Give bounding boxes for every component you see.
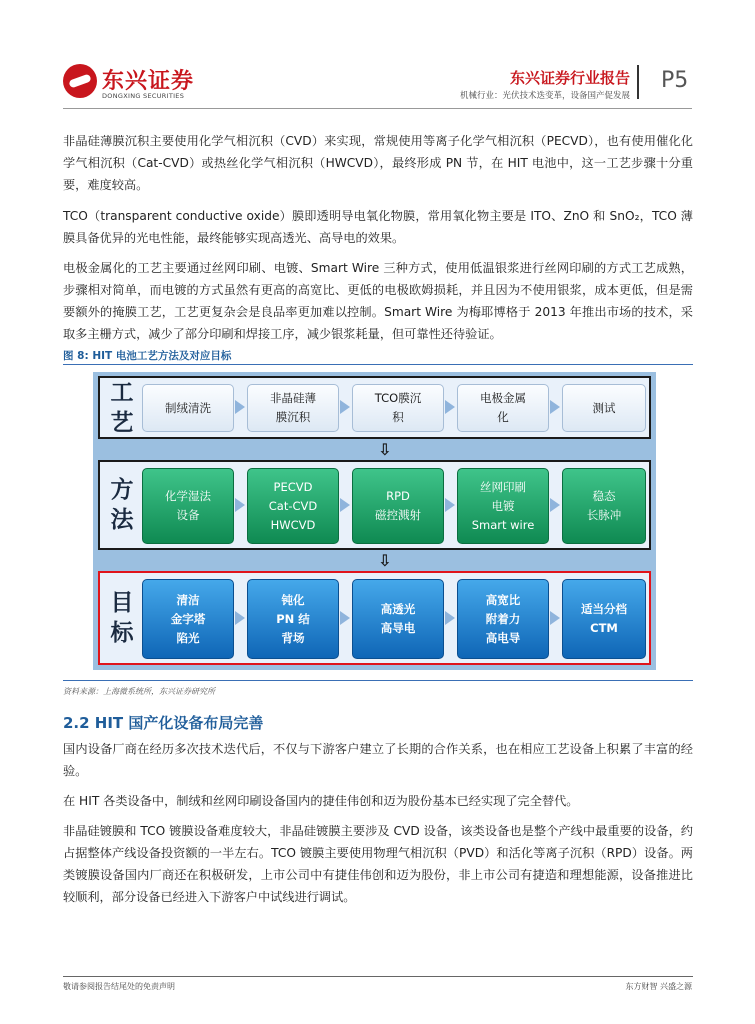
- box-line: RPD: [386, 489, 410, 503]
- row-label-char: 法: [110, 507, 134, 533]
- row-label-process: [104, 378, 140, 437]
- right-arrow-icon: [550, 498, 560, 512]
- row-label-char: 工: [110, 379, 134, 406]
- row-label-target: [104, 573, 140, 663]
- method-box: [562, 468, 646, 544]
- box-line: 非晶硅薄: [270, 391, 316, 405]
- box-line: 稳态: [592, 489, 616, 503]
- box-line: 高透光: [380, 602, 416, 616]
- box-line: 电镀: [491, 498, 515, 513]
- page-number: P5: [661, 68, 689, 93]
- down-arrow-icon: ⇩: [378, 551, 392, 570]
- method-box: [142, 468, 234, 544]
- header-rule: [63, 108, 692, 109]
- box-line: 膜沉积: [275, 410, 311, 424]
- box-line: HWCVD: [270, 517, 316, 532]
- box-line: 高电导: [485, 630, 521, 645]
- box-line: Smart wire: [471, 517, 535, 532]
- box-line: 高导电: [380, 621, 416, 635]
- section-title: 2.2 HIT 国产化设备布局完善: [63, 714, 264, 732]
- figure-title-rule: [63, 364, 693, 365]
- paragraph-tco: TCO（transparent conductive oxide）膜即透明导电氧化物膜，常用氧化物主要是 ITO、ZnO 和 SnO₂，TCO 薄膜具备优异的光电性能，最终能够实现高透光、高导电的效果。: [63, 209, 693, 245]
- right-arrow-icon: [445, 400, 455, 414]
- logo-english-text: DONGXING SECURITIES: [102, 92, 185, 100]
- box-line: 高宽比: [485, 592, 521, 607]
- right-arrow-icon: [550, 611, 560, 625]
- company-logo-icon: [63, 64, 97, 98]
- box-line: 电极金属: [480, 391, 526, 405]
- right-arrow-icon: [550, 400, 560, 414]
- box-line: CTM: [590, 621, 618, 635]
- box-line: 金字塔: [170, 611, 206, 626]
- right-arrow-icon: [445, 498, 455, 512]
- box-line: 化学湿法: [165, 489, 211, 503]
- box-line: 测试: [592, 400, 616, 415]
- process-box: [352, 384, 444, 432]
- box-line: PN 结: [276, 611, 310, 626]
- paragraph-cvd: 非晶硅薄膜沉积主要使用化学气相沉积（CVD）来实现，常规使用等离子化学气相沉积（PECVD），也有使用催化化学气相沉积（Cat-CVD）或热丝化学气相沉积（HWCVD），最终形成 PN 节，在 HIT 电池中，这一工艺步骤十分重要，难度较高。: [63, 134, 693, 192]
- target-box: [247, 579, 339, 659]
- paragraph-coating: 非晶硅镀膜和 TCO 镀膜设备难度较大，非晶硅镀膜主要涉及 CVD 设备，该类设备也是整个产线中最重要的设备，约占据整体产线设备投资额的一半左右。TCO 镀膜主要使用物理气相沉积（PVD）和活化等离子沉积（RPD）设备。两类镀膜设备国内厂商还在积极研发，上市公司中有捷佳伟创和迈为股份，非上市公司有捷造和理想能源，设备推进比较顺利，部分设备已经进入下游客户中试线进行调试。: [63, 824, 693, 904]
- report-subtitle: 机械行业：光伏技术迭变革，设备国产促发展: [459, 91, 630, 101]
- right-arrow-icon: [445, 611, 455, 625]
- box-line: 积: [392, 410, 404, 424]
- target-box: [562, 579, 646, 659]
- box-line: 磁控溅射: [375, 508, 421, 522]
- report-title: 东兴证券行业报告: [509, 69, 630, 87]
- footer-rule: [63, 976, 693, 977]
- box-line: 钝化: [281, 592, 305, 607]
- process-box: [142, 384, 234, 432]
- box-line: 长脉冲: [586, 508, 622, 522]
- right-arrow-icon: [340, 498, 350, 512]
- right-arrow-icon: [235, 498, 245, 512]
- process-band: [98, 376, 651, 439]
- right-arrow-icon: [235, 400, 245, 414]
- paragraph-domestic: 国内设备厂商在经历多次技术迭代后，不仅与下游客户建立了长期的合作关系，也在相应工艺设备上积累了丰富的经验。: [63, 742, 693, 778]
- down-arrow-icon: ⇩: [378, 440, 392, 459]
- logo-text: 东兴证券: [102, 69, 195, 94]
- box-line: TCO膜沉: [374, 391, 422, 405]
- row-label-char: 目: [110, 590, 134, 616]
- process-figure: [93, 372, 656, 670]
- paragraph-metallization: 电极金属化的工艺主要通过丝网印刷、电镀、Smart Wire 三种方式，使用低温银浆进行丝网印刷的方式工艺成熟，步骤相对简单，而电镀的方式虽然有更高的高宽比、更低的电极欧姆损耗，并且因为不使用银浆，成本更低，但是需要额外的掩膜工艺，工艺更复杂会是良品率更加难以控制。Smart Wire 为梅耶博格于 2013 年推出市场的技术，采取多主栅方式，减少了部分印刷和焊接工序，减少银浆耗量，但可靠性还待验证。: [63, 261, 693, 341]
- right-arrow-icon: [340, 400, 350, 414]
- box-line: 化: [497, 410, 509, 424]
- method-box: [352, 468, 444, 544]
- process-box: [457, 384, 549, 432]
- target-box: [352, 579, 444, 659]
- header-divider: [637, 65, 639, 99]
- figure-title: 图 8: HIT 电池工艺方法及对应目标: [63, 350, 232, 362]
- row-label-char: 方: [110, 477, 134, 503]
- process-box: [247, 384, 339, 432]
- target-band: [98, 571, 651, 665]
- source-rule: [63, 680, 693, 681]
- target-box: [457, 579, 549, 659]
- row-label-char: 标: [110, 620, 134, 646]
- footer-disclaimer: 敬请参阅报告结尾处的免责声明: [63, 982, 175, 991]
- box-line: 适当分档: [581, 602, 627, 616]
- box-line: PECVD: [273, 479, 313, 494]
- row-label-method: [104, 462, 140, 548]
- row-label-char: 艺: [110, 409, 134, 436]
- right-arrow-icon: [235, 611, 245, 625]
- box-line: 丝网印刷: [480, 479, 526, 494]
- box-line: Cat-CVD: [268, 498, 318, 513]
- method-box: [457, 468, 549, 544]
- box-line: 附着力: [485, 611, 521, 626]
- target-box: [142, 579, 234, 659]
- paragraph-hit-equipment: 在 HIT 各类设备中，制绒和丝网印刷设备国内的捷佳伟创和迈为股份基本已经实现了完全替代。: [63, 794, 579, 808]
- box-line: 制绒清洗: [165, 400, 211, 415]
- right-arrow-icon: [340, 611, 350, 625]
- box-line: 陷光: [176, 630, 200, 645]
- figure-source: 资料来源：上海微系统所，东兴证券研究所: [63, 687, 215, 696]
- box-line: 背场: [281, 630, 305, 645]
- method-box: [247, 468, 339, 544]
- process-box: [562, 384, 646, 432]
- box-line: 清洁: [176, 592, 200, 607]
- footer-slogan: 东方财智 兴盛之源: [625, 982, 692, 991]
- box-line: 设备: [176, 508, 200, 522]
- method-band: [98, 460, 651, 550]
